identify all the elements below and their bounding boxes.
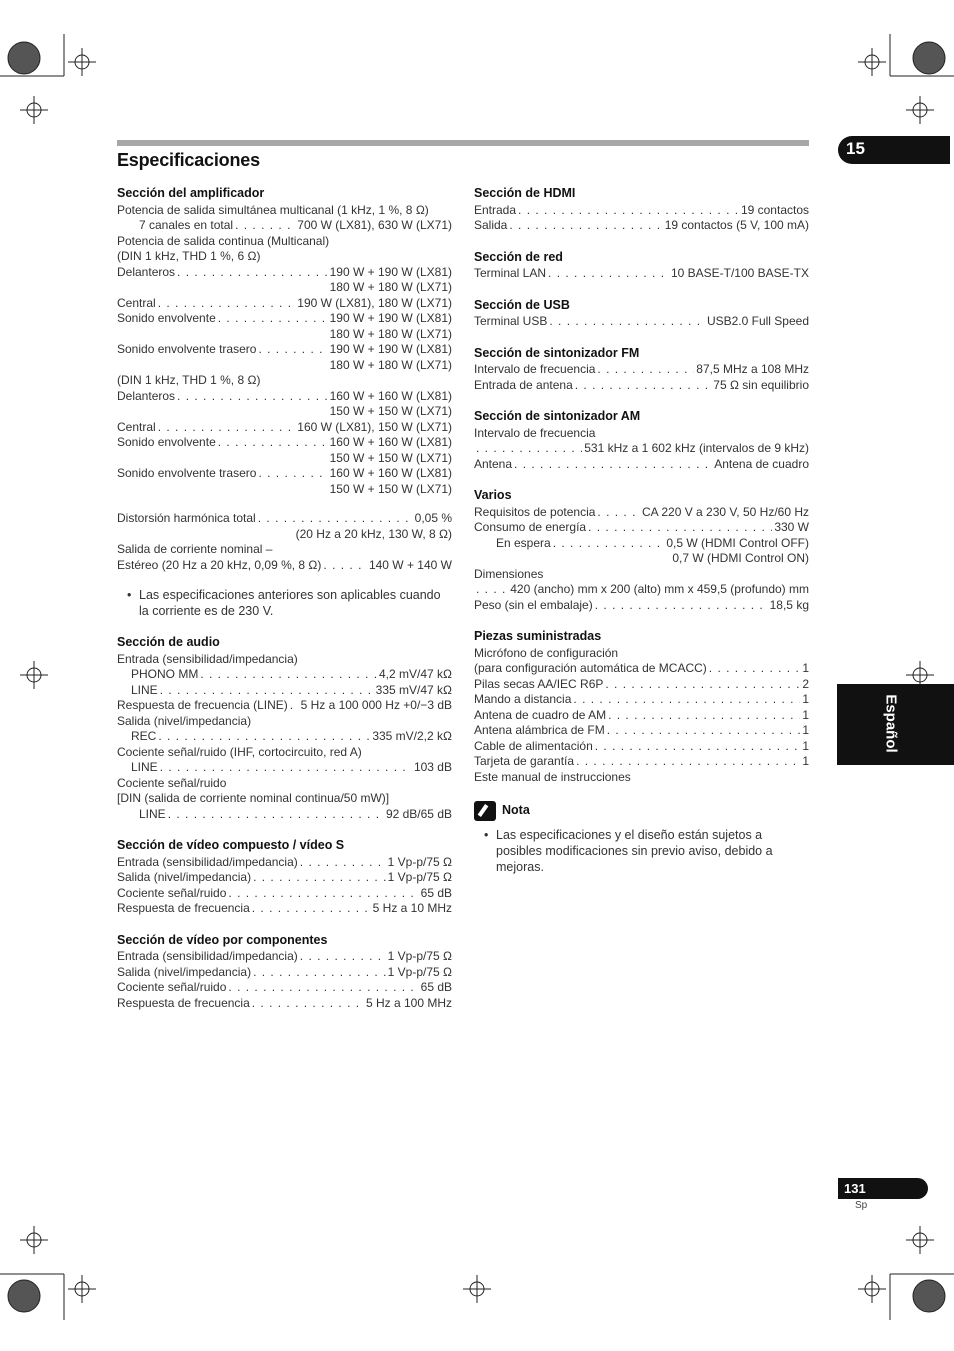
- spec-line: Dimensiones: [474, 566, 544, 581]
- pencil-icon: [474, 801, 496, 821]
- language-code: Sp: [855, 1200, 868, 1211]
- spec-row: Entrada de antena . . . 75 Ω sin equilibrio: [474, 378, 809, 394]
- section-title: Sección de HDMI: [474, 186, 576, 200]
- spec-row: Mando a distancia . . . 1: [474, 692, 809, 708]
- left-column: [117, 186, 452, 1011]
- spec-line: Salida (nivel/impedancia): [117, 713, 252, 728]
- section-title: Sección de audio: [117, 635, 220, 649]
- spec-row: Antena . . . Antena de cuadro: [474, 457, 809, 473]
- spec-row: Respuesta de frecuencia . . . 5 Hz a 100 MHz: [117, 996, 452, 1012]
- spec-row: Central . . . 160 W (LX81), 150 W (LX71): [117, 420, 452, 436]
- spec-line: Potencia de salida continua (Multicanal): [117, 233, 330, 248]
- spec-row: Cociente señal/ruido . . . 65 dB: [117, 980, 452, 996]
- note-text: • Las especificaciones y el diseño están sujetos a posibles modificaciones sin previo aviso, debido a mejoras.: [484, 828, 773, 874]
- page-number-badge: [838, 1178, 928, 1199]
- page-number: 131: [844, 1181, 866, 1196]
- spec-row: Cable de alimentación . . . 1: [474, 739, 809, 755]
- spec-line: Cociente señal/ruido: [117, 775, 227, 790]
- spec-row: LINE . . . 335 mV/47 kΩ: [117, 683, 452, 699]
- spec-line: (DIN 1 kHz, THD 1 %, 6 Ω): [117, 249, 261, 263]
- chapter-number: 15: [846, 139, 865, 158]
- spec-line: Intervalo de frecuencia: [474, 425, 596, 440]
- spec-row: Respuesta de frecuencia . . . 5 Hz a 10 MHz: [117, 901, 452, 917]
- spec-row: Sonido envolvente . . . 190 W + 190 W (LX81): [117, 311, 452, 327]
- spec-row: Terminal LAN . . . 10 BASE-T/100 BASE-TX: [474, 266, 809, 282]
- spec-row: Requisitos de potencia . . . CA 220 V a 230 V, 50 Hz/60 Hz: [474, 505, 809, 521]
- spec-line: Salida de corriente nominal –: [117, 542, 273, 556]
- section-title: Sección del amplificador: [117, 186, 265, 200]
- spec-line: [DIN (salida de corriente nominal continua/50 mW)]: [117, 791, 390, 805]
- spec-row: Pilas secas AA/IEC R6P . . . 2: [474, 677, 809, 693]
- spec-line: (DIN 1 kHz, THD 1 %, 8 Ω): [117, 373, 261, 387]
- spec-row: 7 canales en total . . . 700 W (LX81), 630 W (LX71): [117, 218, 452, 234]
- language-tab: [837, 684, 954, 765]
- spec-value: 180 W + 180 W (LX71): [329, 357, 452, 372]
- header-rule: [117, 140, 809, 146]
- right-column: [474, 186, 809, 875]
- spec-row: Antena de cuadro de AM . . . 1: [474, 708, 809, 724]
- spec-row: Terminal USB . . . USB2.0 Full Speed: [474, 314, 809, 330]
- spec-line: Este manual de instrucciones: [474, 769, 631, 784]
- spec-row: Central . . . 190 W (LX81), 180 W (LX71): [117, 296, 452, 312]
- spec-row: Antena alámbrica de FM . . . 1: [474, 723, 809, 739]
- spec-row: (para configuración automática de MCACC) . . . 1: [474, 661, 809, 677]
- section-title: Sección de USB: [474, 297, 570, 312]
- section-title: Piezas suministradas: [474, 629, 602, 643]
- spec-row: Intervalo de frecuencia . . . 87,5 MHz a 108 MHz: [474, 362, 809, 378]
- spec-value: 150 W + 150 W (LX71): [329, 481, 452, 496]
- section-title: Sección de sintonizador AM: [474, 409, 641, 423]
- spec-row: Delanteros . . . 190 W + 190 W (LX81): [117, 265, 452, 281]
- spec-row: Sonido envolvente trasero . . . 160 W + 160 W (LX81): [117, 466, 452, 482]
- spec-row: Tarjeta de garantía . . . 1: [474, 754, 809, 770]
- spec-row: Entrada (sensibilidad/impedancia) . . . 1 Vp-p/75 Ω: [117, 949, 452, 965]
- spec-line: Potencia de salida simultánea multicanal (1 kHz, 1 %, 8 Ω): [117, 202, 429, 217]
- spec-row: Delanteros . . . 160 W + 160 W (LX81): [117, 389, 452, 405]
- section-title: Sección de vídeo compuesto / vídeo S: [117, 838, 345, 852]
- spec-note: • Las especificaciones anteriores son aplicables cuando la corriente es de 230 V.: [127, 588, 441, 618]
- section-title: Sección de red: [474, 249, 563, 264]
- spec-row: . . . 420 (ancho) mm x 200 (alto) mm x 459,5 (profundo) mm: [474, 582, 809, 598]
- spec-row: Salida (nivel/impedancia) . . . 1 Vp-p/75 Ω: [117, 870, 452, 886]
- spec-row: PHONO MM . . . 4,2 mV/47 kΩ: [117, 667, 452, 683]
- spec-row: Cociente señal/ruido . . . 65 dB: [117, 886, 452, 902]
- spec-row: Estéreo (20 Hz a 20 kHz, 0,09 %, 8 Ω) . . . 140 W + 140 W: [117, 558, 452, 574]
- spec-line: Entrada (sensibilidad/impedancia): [117, 651, 298, 666]
- spec-value: 180 W + 180 W (LX71): [329, 280, 452, 294]
- spec-row: . . . 531 kHz a 1 602 kHz (intervalos de 9 kHz): [474, 441, 809, 457]
- chapter-badge: [838, 136, 950, 164]
- spec-value: 150 W + 150 W (LX71): [329, 404, 452, 418]
- section-title: Varios: [474, 488, 512, 502]
- spec-value: (20 Hz a 20 kHz, 130 W, 8 Ω): [295, 526, 452, 541]
- spec-row: Salida . . . 19 contactos (5 V, 100 mA): [474, 218, 809, 234]
- spec-row: Salida (nivel/impedancia) . . . 1 Vp-p/75 Ω: [117, 965, 452, 981]
- section-title: Sección de vídeo por componentes: [117, 932, 328, 947]
- spec-row: LINE . . . 92 dB/65 dB: [117, 807, 452, 823]
- spec-row: En espera . . . 0,5 W (HDMI Control OFF): [474, 536, 809, 552]
- spec-row: Sonido envolvente trasero . . . 190 W + 190 W (LX81): [117, 342, 452, 358]
- section-title: Sección de sintonizador FM: [474, 345, 640, 360]
- spec-row: Distorsión harmónica total . . . 0,05 %: [117, 511, 452, 527]
- spec-row: Respuesta de frecuencia (LINE) . . . 5 Hz a 100 000 Hz +0/−3 dB: [117, 698, 452, 714]
- spec-row: Sonido envolvente . . . 160 W + 160 W (LX81): [117, 435, 452, 451]
- spec-row: Consumo de energía . . . 330 W: [474, 520, 809, 536]
- spec-row: Peso (sin el embalaje) . . . 18,5 kg: [474, 598, 809, 614]
- spec-row: REC . . . 335 mV/2,2 kΩ: [117, 729, 452, 745]
- note-heading: Nota: [474, 801, 809, 821]
- spec-row: Entrada (sensibilidad/impedancia) . . . 1 Vp-p/75 Ω: [117, 855, 452, 871]
- spec-row: Entrada . . . 19 contactos: [474, 203, 809, 219]
- spec-line: Micrófono de configuración: [474, 645, 619, 660]
- page-title: Especificaciones: [117, 150, 260, 170]
- spec-value: 0,7 W (HDMI Control ON): [672, 551, 809, 565]
- spec-line: Cociente señal/ruido (IHF, cortocircuito, red A): [117, 744, 362, 759]
- language-label: Español: [882, 694, 900, 753]
- spec-row: LINE . . . 103 dB: [117, 760, 452, 776]
- spec-value: 180 W + 180 W (LX71): [329, 326, 452, 341]
- spec-value: 150 W + 150 W (LX71): [329, 450, 452, 465]
